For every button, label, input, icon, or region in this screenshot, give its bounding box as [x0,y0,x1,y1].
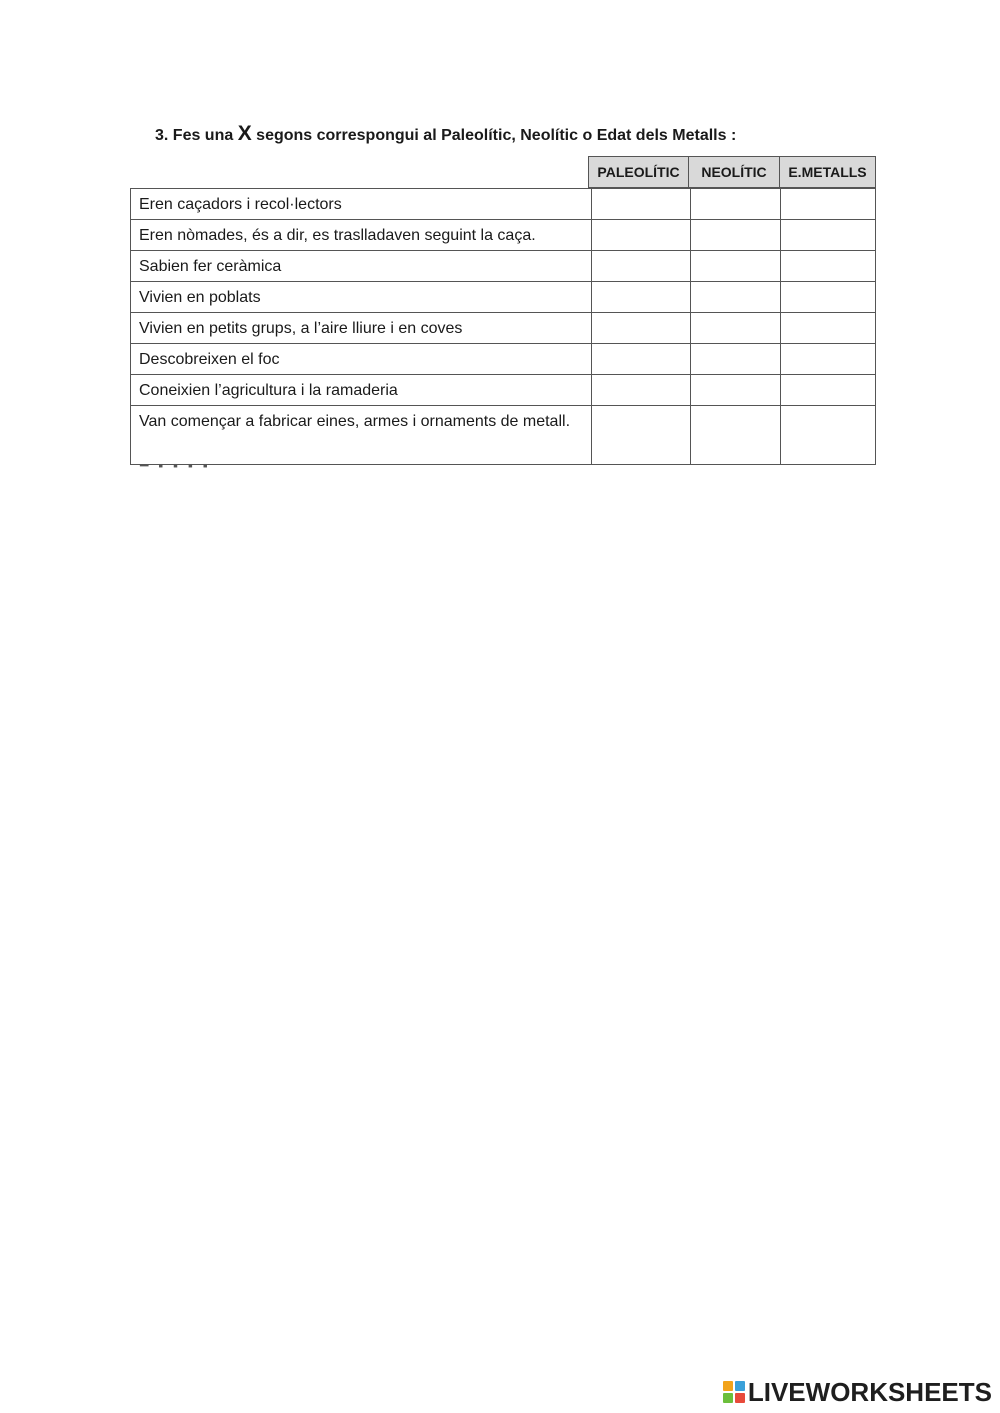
answer-cell-edat-metalls[interactable] [781,375,876,406]
logo-square-1 [723,1381,733,1391]
answer-cell-neolitic[interactable] [690,251,781,282]
answer-cell-edat-metalls[interactable] [781,189,876,220]
answer-cell-paleolitic[interactable] [592,282,690,313]
answer-cell-neolitic[interactable] [690,282,781,313]
answer-cell-neolitic[interactable] [690,189,781,220]
cropped-glyph-tops: ━ ▪ ▪ ▪ ▪ [140,457,211,473]
answer-cell-neolitic[interactable] [690,313,781,344]
classification-table [130,188,876,465]
statement-text: Coneixien l’agricultura i la ramaderia [131,375,592,406]
answer-cell-edat-metalls[interactable] [781,282,876,313]
statement-text: Vivien en petits grups, a l’aire lliure i en coves [131,313,592,344]
table-row [131,375,876,406]
statement-text: Eren nòmades, és a dir, es traslladaven seguint la caça. [131,220,592,251]
answer-cell-neolitic[interactable] [690,375,781,406]
table-row [131,282,876,313]
column-header-paleolitic: PALEOLÍTIC [588,156,689,188]
answer-cell-paleolitic[interactable] [592,220,690,251]
title-suffix: segons correspongui al Paleolític, Neolític o Edat dels Metalls : [251,127,737,144]
column-header-neolitic: NEOLÍTIC [688,156,780,188]
statement-text: Van començar a fabricar eines, armes i ornaments de metall. [131,406,592,465]
answer-cell-paleolitic[interactable] [592,406,690,465]
logo-square-4 [735,1393,745,1403]
answer-cell-neolitic[interactable] [690,344,781,375]
answer-cell-edat-metalls[interactable] [781,344,876,375]
column-header-edat-metalls: E.METALLS [779,156,876,188]
answer-cell-edat-metalls[interactable] [781,406,876,465]
answer-cell-edat-metalls[interactable] [781,313,876,344]
logo-square-3 [723,1393,733,1403]
title-x-mark: X [237,122,252,145]
logo-square-2 [735,1381,745,1391]
answer-cell-paleolitic[interactable] [592,189,690,220]
statement-text: Vivien en poblats [131,282,592,313]
exercise-title [155,122,736,146]
liveworksheets-logo-icon [723,1381,745,1403]
table-row [131,406,876,465]
statement-text: Descobreixen el foc [131,344,592,375]
answer-cell-paleolitic[interactable] [592,251,690,282]
answer-cell-paleolitic[interactable] [592,344,690,375]
answer-cell-edat-metalls[interactable] [781,220,876,251]
statement-text: Sabien fer ceràmica [131,251,592,282]
cropped-text-fragment [140,457,240,473]
answer-cell-paleolitic[interactable] [592,313,690,344]
answer-cell-edat-metalls[interactable] [781,251,876,282]
table-row [131,220,876,251]
statement-text: Eren caçadors i recol·lectors [131,189,592,220]
logo-text: LIVEWORKSHEETS [747,1376,992,1407]
answer-cell-neolitic[interactable] [690,406,781,465]
table-row [131,251,876,282]
table-row [131,189,876,220]
table-row [131,313,876,344]
brand-logo [723,1377,992,1407]
title-prefix: 3. Fes una [155,127,238,144]
answer-cell-neolitic[interactable] [690,220,781,251]
answer-cell-paleolitic[interactable] [592,375,690,406]
table-row [131,344,876,375]
